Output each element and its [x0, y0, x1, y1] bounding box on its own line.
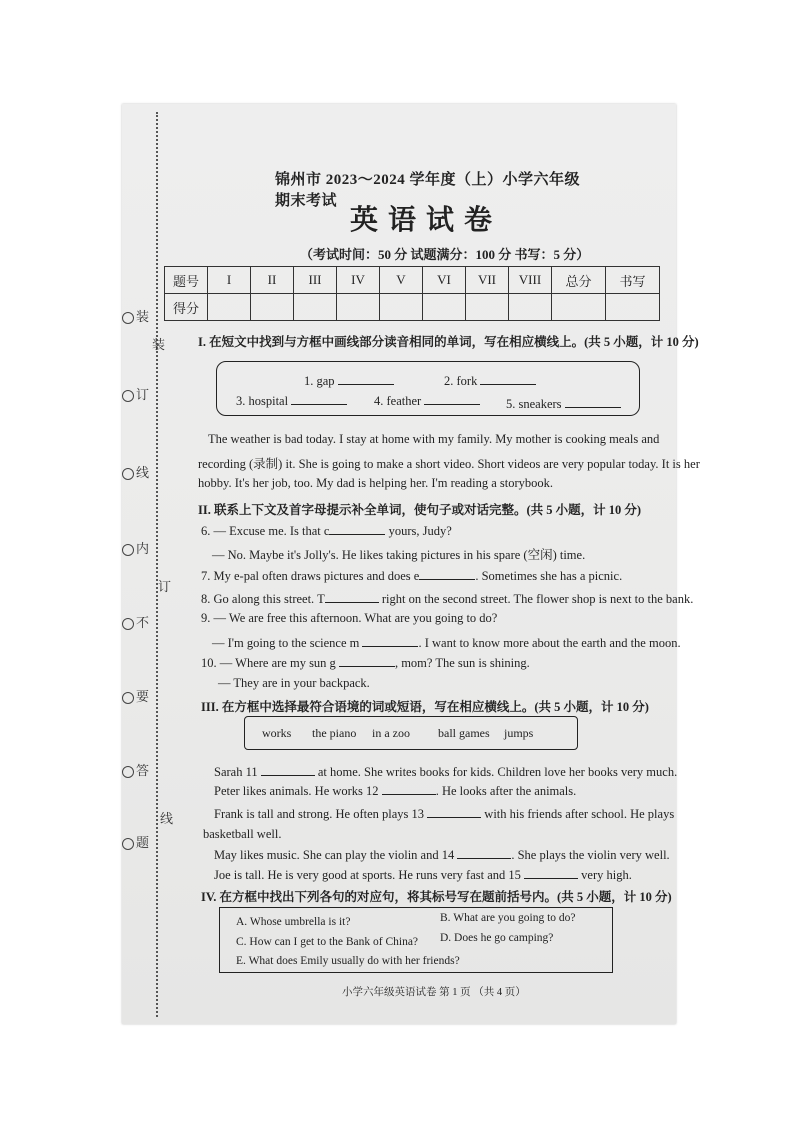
- binding-dotted-line: [156, 112, 158, 1017]
- question-11: Sarah 11 at home. She writes books for kids. Children love her books very much.: [214, 765, 678, 779]
- binding-label: 订: [122, 384, 149, 403]
- option-item: in a zoo: [372, 726, 410, 740]
- table-cell: 得分: [165, 294, 208, 321]
- question-10-reply: — They are in your backpack.: [218, 676, 370, 690]
- answer-blank[interactable]: [565, 395, 621, 408]
- question-9-reply: — I'm going to the science m . I want to know more about the earth and the moon.: [212, 636, 681, 650]
- table-cell: 题号: [165, 267, 208, 294]
- question-13-cont: basketball well.: [203, 827, 282, 841]
- binding-hole-icon: [122, 838, 134, 850]
- score-cell[interactable]: [337, 294, 380, 321]
- exam-info: （考试时间：50 分 试题满分：100 分 书写：5 分）: [300, 247, 590, 262]
- answer-blank[interactable]: [382, 782, 436, 795]
- option-item: B. What are you going to do?: [440, 912, 576, 924]
- answer-blank[interactable]: [524, 866, 578, 879]
- table-cell: V: [380, 267, 423, 294]
- score-table: [164, 266, 660, 321]
- question-10: 10. — Where are my sun g , mom? The sun is shining.: [201, 656, 530, 670]
- binding-hole-icon: [122, 312, 134, 324]
- score-cell[interactable]: [294, 294, 337, 321]
- answer-blank[interactable]: [457, 846, 511, 859]
- score-cell[interactable]: [552, 294, 606, 321]
- option-item: works: [262, 726, 292, 740]
- table-cell: IV: [337, 267, 380, 294]
- word-item: 1. gap: [304, 372, 394, 389]
- option-item: C. How can I get to the Bank of China?: [236, 936, 419, 948]
- option-item: jumps: [504, 726, 534, 740]
- section-4-heading: IV. 在方框中找出下列各句的对应句，将其标号写在题前括号内。(共 5 小题，计 10 分): [201, 890, 672, 904]
- score-cell[interactable]: [466, 294, 509, 321]
- question-9: 9. — We are free this afternoon. What are you going to do?: [201, 611, 498, 625]
- table-cell: VII: [466, 267, 509, 294]
- exam-paper: [122, 104, 676, 1024]
- word-item: 5. sneakers: [506, 395, 621, 412]
- score-table-score-row: [165, 294, 660, 321]
- binding-label: 不: [122, 612, 149, 631]
- option-item: E. What does Emily usually do with her friends?: [236, 955, 460, 967]
- exam-title: 锦州市 2023～2024 学年度（上）小学六年级期末考试: [275, 172, 581, 209]
- binding-label: 答: [122, 760, 149, 779]
- option-item: D. Does he go camping?: [440, 932, 554, 944]
- binding-outer-label: 装: [152, 337, 166, 352]
- binding-label: 线: [122, 462, 149, 481]
- binding-hole-icon: [122, 468, 134, 480]
- question-7: 7. My e-pal often draws pictures and does e . Sometimes she has a picnic.: [201, 569, 623, 583]
- table-cell: I: [208, 267, 251, 294]
- subject-title: 英语试卷: [350, 205, 503, 236]
- binding-outer-label: 订: [158, 579, 172, 594]
- score-cell[interactable]: [606, 294, 660, 321]
- table-cell: II: [251, 267, 294, 294]
- question-6-reply: — No. Maybe it's Jolly's. He likes taking pictures in his spare (空闲) time.: [212, 548, 586, 562]
- question-12: Peter likes animals. He works 12 . He looks after the animals.: [214, 784, 577, 798]
- answer-blank[interactable]: [480, 372, 536, 385]
- table-cell: 总分: [552, 267, 606, 294]
- table-cell: VIII: [509, 267, 552, 294]
- answer-blank[interactable]: [419, 567, 475, 580]
- question-14: May likes music. She can play the violin and 14 . She plays the violin very well.: [214, 848, 670, 862]
- answer-blank[interactable]: [339, 654, 395, 667]
- table-cell: III: [294, 267, 337, 294]
- score-table-header-row: [165, 267, 660, 294]
- section-2-heading: II. 联系上下文及首字母提示补全单词，使句子或对话完整。(共 5 小题，计 10 分): [198, 503, 642, 517]
- table-cell: 书写: [606, 267, 660, 294]
- score-cell[interactable]: [208, 294, 251, 321]
- option-item: ball games: [438, 726, 490, 740]
- binding-label: 要: [122, 686, 149, 705]
- question-6: 6. — Excuse me. Is that c yours, Judy?: [201, 524, 452, 538]
- page-footer: 小学六年级英语试卷 第 1 页 （共 4 页）: [342, 987, 526, 998]
- question-13: Frank is tall and strong. He often plays 13 with his friends after school. He plays: [214, 807, 675, 821]
- answer-blank[interactable]: [424, 392, 480, 405]
- option-item: the piano: [312, 726, 357, 740]
- answer-blank[interactable]: [338, 372, 394, 385]
- answer-blank[interactable]: [427, 805, 481, 818]
- answer-blank[interactable]: [329, 522, 385, 535]
- section-3-heading: III. 在方框中选择最符合语境的词或短语，写在相应横线上。(共 5 小题，计 10 分): [201, 700, 649, 714]
- word-item: 3. hospital: [236, 392, 347, 409]
- question-15: Joe is tall. He is very good at sports. He runs very fast and 15 very high.: [214, 868, 632, 882]
- binding-hole-icon: [122, 544, 134, 556]
- binding-hole-icon: [122, 618, 134, 630]
- binding-hole-icon: [122, 766, 134, 778]
- answer-blank[interactable]: [291, 392, 347, 405]
- score-cell[interactable]: [251, 294, 294, 321]
- binding-hole-icon: [122, 390, 134, 402]
- answer-blank[interactable]: [325, 590, 379, 603]
- passage-line: recording (录制) it. She is going to make a short video. Short videos are very popular today. It is her: [198, 457, 700, 471]
- binding-label: 装: [122, 306, 149, 325]
- word-item: 2. fork: [444, 372, 536, 389]
- word-item: 4. feather: [374, 392, 480, 409]
- answer-blank[interactable]: [362, 634, 418, 647]
- passage-line: The weather is bad today. I stay at home with my family. My mother is cooking meals and: [208, 432, 660, 446]
- binding-label: 题: [122, 832, 149, 851]
- binding-hole-icon: [122, 692, 134, 704]
- option-item: A. Whose umbrella is it?: [236, 916, 351, 928]
- score-cell[interactable]: [380, 294, 423, 321]
- section-1-heading: I. 在短文中找到与方框中画线部分读音相同的单词，写在相应横线上。(共 5 小题，计 10 分): [198, 335, 699, 349]
- score-cell[interactable]: [423, 294, 466, 321]
- passage-line: hobby. It's her job, too. My dad is helping her. I'm reading a storybook.: [198, 476, 554, 490]
- score-cell[interactable]: [509, 294, 552, 321]
- answer-blank[interactable]: [261, 763, 315, 776]
- table-cell: VI: [423, 267, 466, 294]
- binding-outer-label: 线: [160, 811, 174, 826]
- question-8: 8. Go along this street. T right on the second street. The flower shop is next to the bank.: [201, 592, 694, 606]
- binding-label: 内: [122, 538, 149, 557]
